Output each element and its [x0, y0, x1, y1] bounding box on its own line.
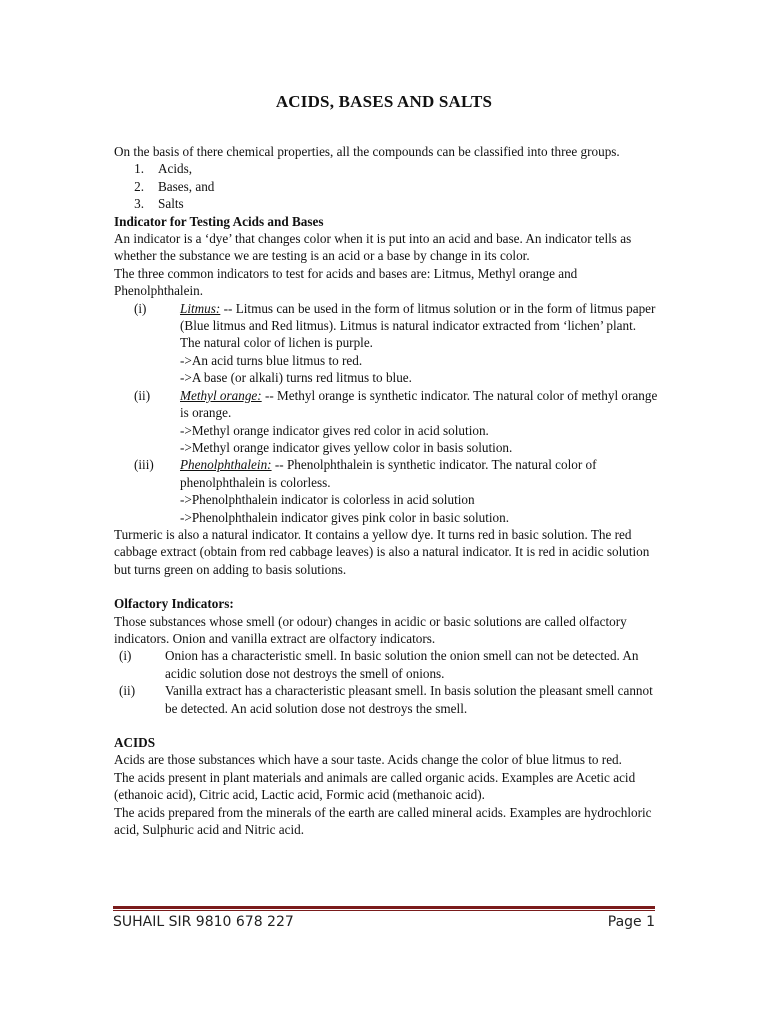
page-title: ACIDS, BASES AND SALTS [275, 92, 493, 111]
acids-paragraph-2: The acids present in plant materials and animals are called organic acids. Examples are Acetic acid (ethanoic acid), Citric acid, Lactic acid, Formic acid (methanoic acid). [114, 769, 636, 803]
list-text: Bases, and [158, 178, 215, 194]
indicator-name: Phenolphthalein: [180, 457, 272, 473]
list-item [114, 178, 659, 195]
list-number: 3. [134, 196, 144, 212]
turmeric-paragraph: Turmeric is also a natural indicator. It contains a yellow dye. It turns red in basic solution. The red cabbage extract (obtain from red cabbage leaves) is also a natural indicator. It is red in acidic solution but turns green on adding to basis solutions. [114, 526, 650, 577]
indicator-item-methyl-orange [114, 387, 659, 457]
indicator-desc: -- Litmus can be used in the form of litmus solution or in the form of litmus paper (Blue litmus and Red litmus). Litmus is natural indicator extracted from ‘lichen’ plant. The natural color of lichen is purple. [180, 300, 656, 351]
footer-rule-thin [113, 910, 655, 911]
olfactory-heading: Olfactory Indicators: [114, 596, 234, 612]
footer-author: SUHAIL SIR 9810 678 227 [113, 914, 294, 930]
acids-paragraph-1: Acids are those substances which have a sour taste. Acids change the color of blue litmus to red. [114, 752, 622, 768]
olfactory-text: Vanilla extract has a characteristic pleasant smell. In basis solution the pleasant smell cannot be detected. An acid solution dose not destroys the smell. [165, 683, 653, 716]
indicator-item-litmus [114, 300, 659, 387]
roman-numeral: (i) [134, 300, 147, 316]
list-item [114, 160, 659, 177]
roman-numeral: (i) [119, 648, 132, 664]
document-body [114, 143, 659, 838]
footer-rule [113, 906, 655, 909]
indicator-line: ->Methyl orange indicator gives yellow color in basis solution. [180, 439, 513, 455]
indicator-heading: Indicator for Testing Acids and Bases [114, 213, 324, 229]
indicator-line: ->Methyl orange indicator gives red color in acid solution. [180, 422, 489, 438]
intro-paragraph: On the basis of there chemical properties, all the compounds can be classified into three groups. [114, 144, 620, 159]
list-text: Acids, [158, 161, 193, 177]
indicator-line: ->A base (or alkali) turns red litmus to blue. [180, 370, 412, 386]
indicator-item-phenolphthalein [114, 456, 659, 526]
acids-paragraph-3: The acids prepared from the minerals of the earth are called mineral acids. Examples are hydrochloric acid, Sulphuric acid and Nitric acid. [114, 804, 652, 838]
indicator-line: ->Phenolphthalein indicator gives pink color in basic solution. [180, 509, 510, 525]
roman-numeral: (ii) [119, 683, 136, 699]
list-number: 1. [134, 161, 144, 177]
indicator-name: Methyl orange: [180, 387, 262, 403]
acids-heading: ACIDS [114, 735, 156, 750]
three-common-indicators: The three common indicators to test for acids and bases are: Litmus, Methyl orange and Phenolphthalein. [114, 265, 578, 299]
list-item [114, 195, 659, 212]
roman-numeral: (iii) [134, 457, 154, 473]
olfactory-item [114, 682, 659, 717]
list-text: Salts [158, 196, 184, 212]
groups-list [114, 160, 659, 212]
list-number: 2. [134, 178, 144, 194]
indicator-line: ->Phenolphthalein indicator is colorless in acid solution [180, 492, 475, 508]
footer-page-number: Page 1 [607, 914, 655, 930]
olfactory-item [114, 647, 659, 682]
roman-numeral: (ii) [134, 387, 151, 403]
indicator-definition: An indicator is a ‘dye’ that changes color when it is put into an acid and base. An indicator tells as whether the substance we are testing is an acid or a base by change in its color. [114, 231, 632, 264]
indicator-name: Litmus: [180, 300, 221, 316]
indicator-line: ->An acid turns blue litmus to red. [180, 352, 363, 368]
indicator-desc: -- Phenolphthalein is synthetic indicator. The natural color of phenolphthalein is colorless. [180, 457, 597, 490]
olfactory-definition: Those substances whose smell (or odour) changes in acidic or basic solutions are called olfactory indicators. Onion and vanilla extract are olfactory indicators. [114, 613, 627, 646]
olfactory-text: Onion has a characteristic smell. In basic solution the onion smell can not be detected. An acidic solution dose not destroys the smell of onions. [165, 648, 639, 681]
indicator-desc: -- Methyl orange is synthetic indicator. The natural color of methyl orange is orange. [180, 387, 658, 421]
